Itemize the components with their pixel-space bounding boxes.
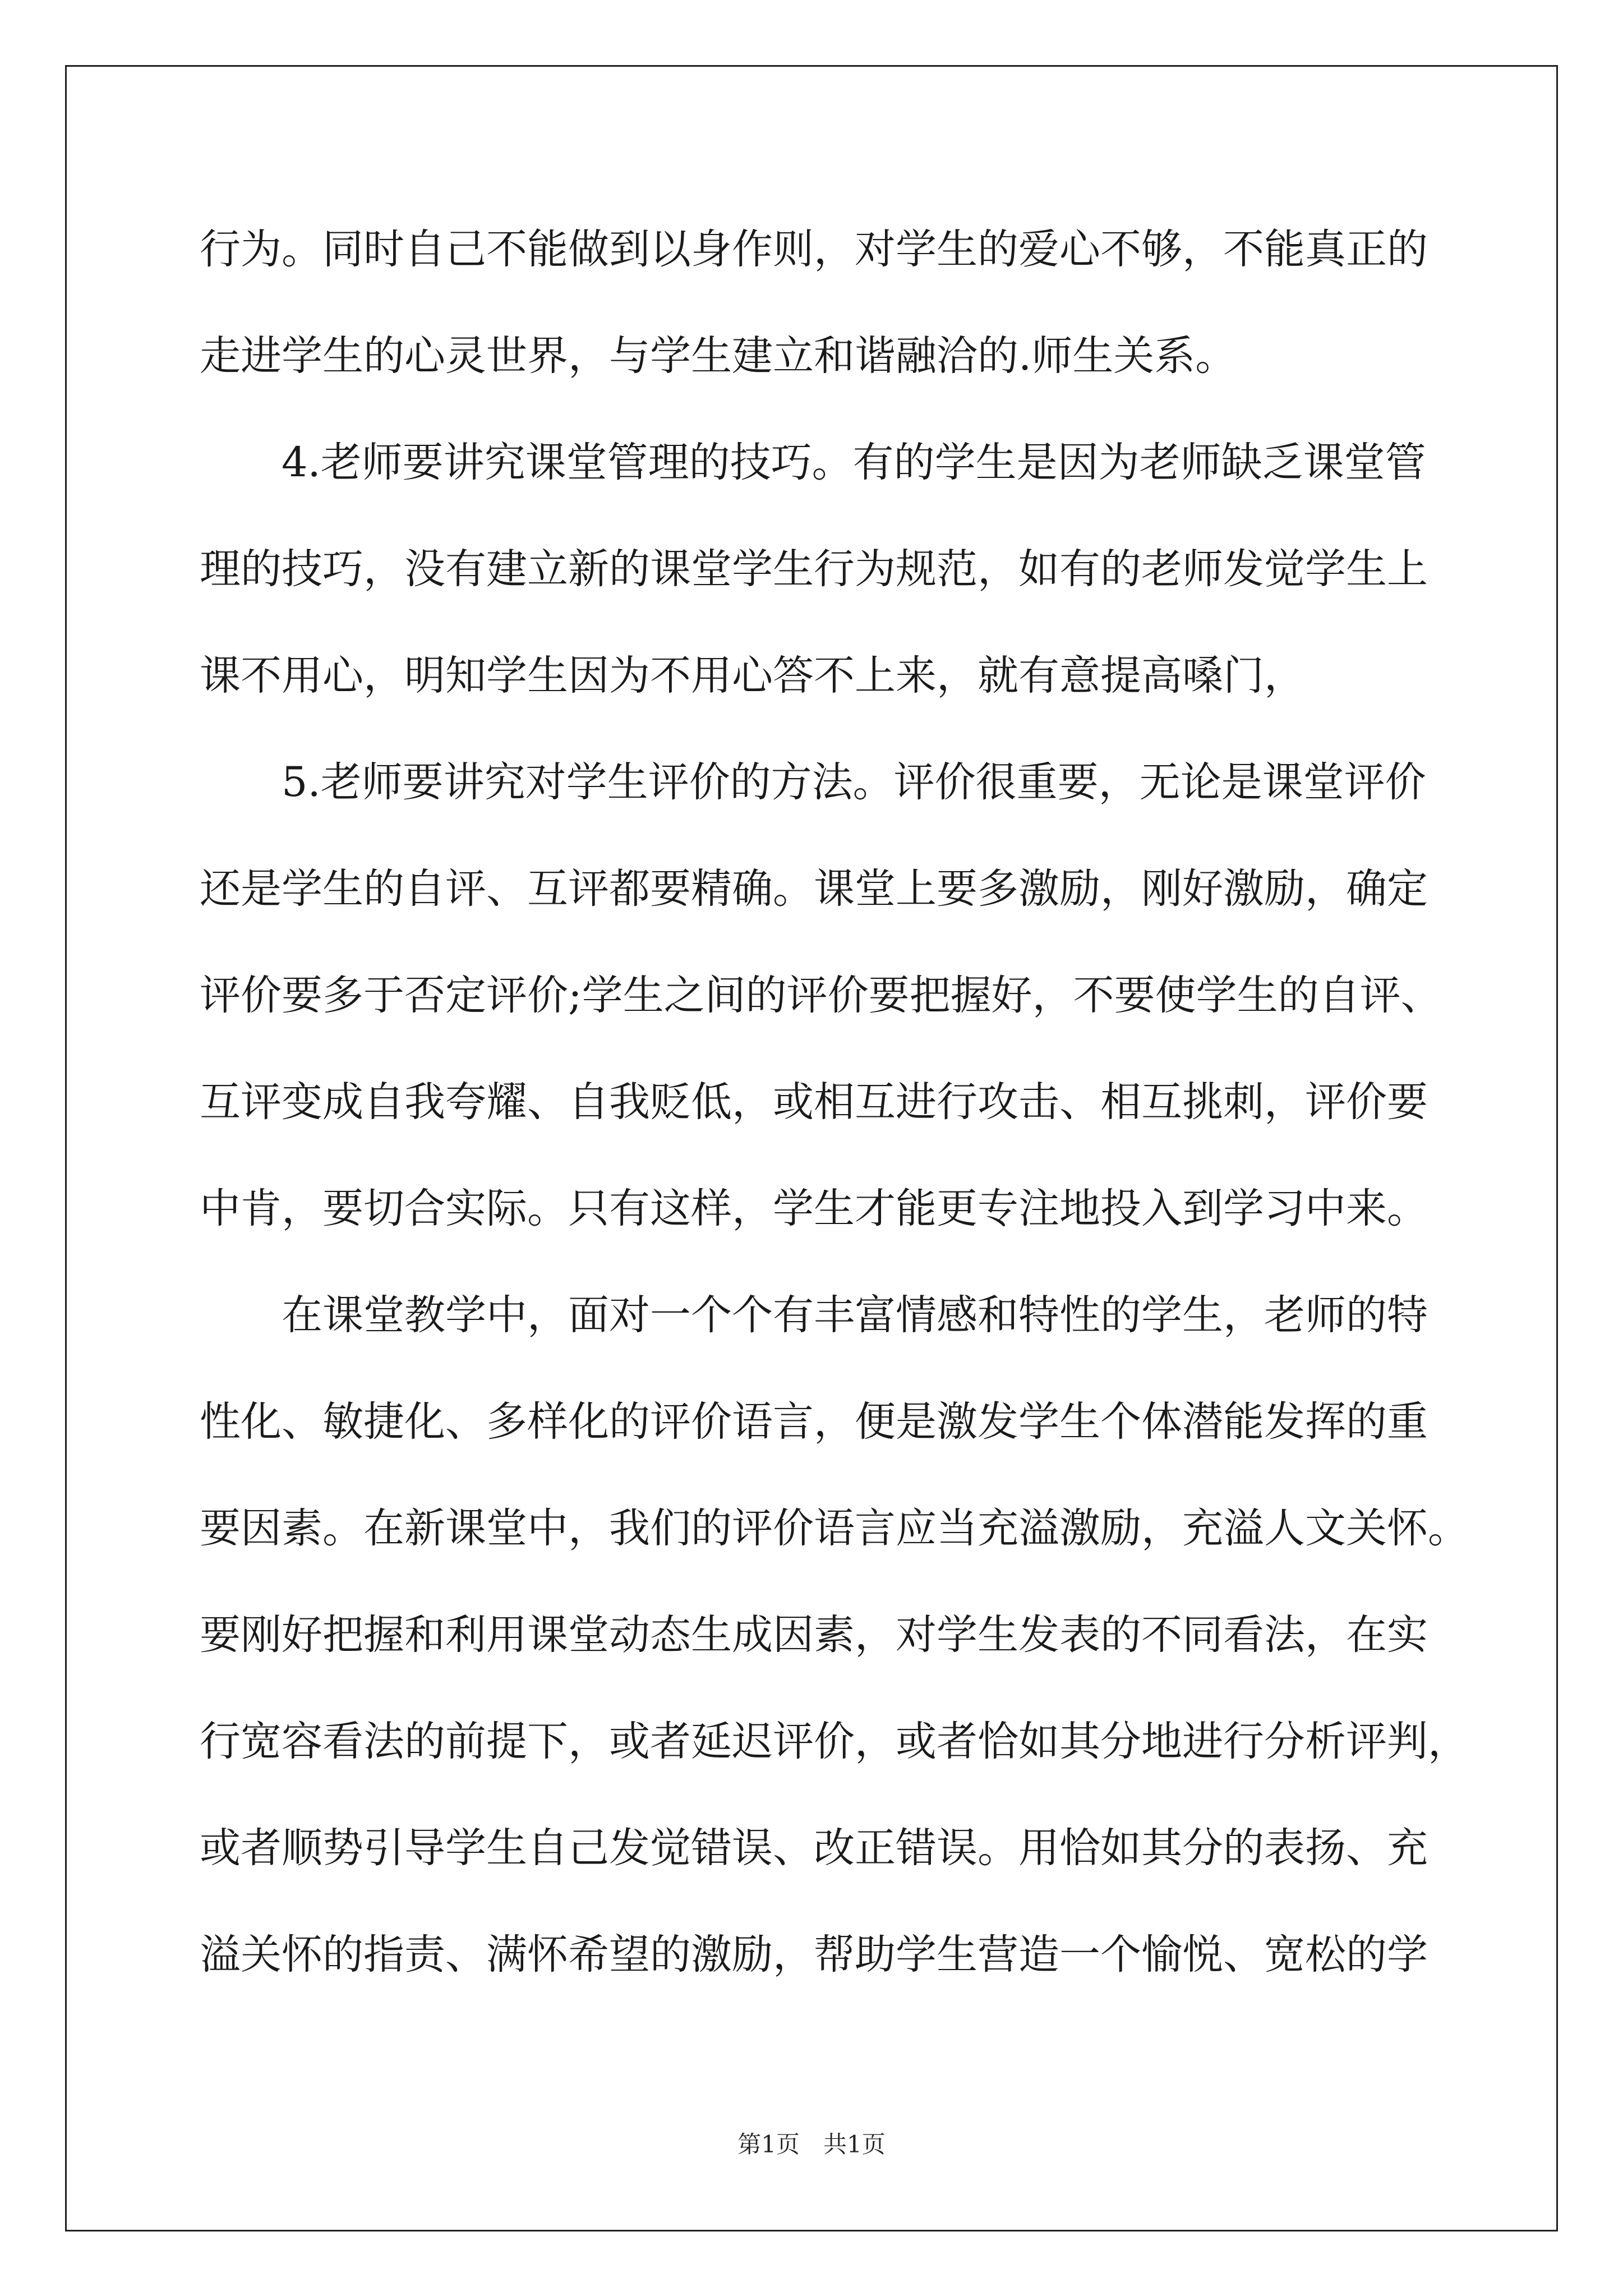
text-line: 5.老师要讲究对学生评价的方法。评价很重要，无论是课堂评价 <box>200 758 1426 806</box>
text-line: 行为。同时自己不能做到以身作则，对学生的爱心不够，不能真正的 <box>200 226 1428 273</box>
text-line: 溢关怀的指责、满怀希望的激励，帮助学生营造一个愉悦、宽松的学 <box>200 1931 1428 1978</box>
text-line: 行宽容看法的前提下，或者延迟评价，或者恰如其分地进行分析评判， <box>200 1718 1469 1765</box>
text-line: 要因素。在新课堂中，我们的评价语言应当充溢激励，充溢人文关怀。 <box>200 1504 1469 1552</box>
text-line: 要刚好把握和利用课堂动态生成因素，对学生发表的不同看法，在实 <box>200 1611 1428 1659</box>
document-body <box>200 213 1469 2025</box>
text-line: 在课堂教学中，面对一个个有丰富情感和特性的学生，老师的特 <box>200 1291 1428 1339</box>
text-line: 性化、敏捷化、多样化的评价语言，便是激发学生个体潜能发挥的重 <box>200 1398 1428 1446</box>
text-line: 还是学生的自评、互评都要精确。课堂上要多激励，刚好激励，确定 <box>200 865 1428 913</box>
text-line: 评价要多于否定评价;学生之间的评价要把握好，不要使学生的自评、 <box>200 972 1442 1019</box>
text-line: 互评变成自我夸耀、自我贬低，或相互进行攻击、相互挑刺，评价要 <box>200 1078 1428 1126</box>
text-line: 理的技巧，没有建立新的课堂学生行为规范，如有的老师发觉学生上 <box>200 545 1428 593</box>
text-line: 课不用心，明知学生因为不用心答不上来，就有意提高嗓门， <box>200 652 1305 700</box>
text-line: 或者顺势引导学生自己发觉错误、改正错误。用恰如其分的表扬、充 <box>200 1824 1428 1872</box>
text-line: 中肯，要切合实际。只有这样，学生才能更专注地投入到学习中来。 <box>200 1185 1428 1232</box>
page-footer: 第1页 共1页 <box>737 2131 886 2158</box>
text-line: 4.老师要讲究课堂管理的技巧。有的学生是因为老师缺乏课堂管 <box>200 439 1426 486</box>
text-line: 走进学生的心灵世界，与学生建立和谐融洽的.师生关系。 <box>200 332 1237 380</box>
